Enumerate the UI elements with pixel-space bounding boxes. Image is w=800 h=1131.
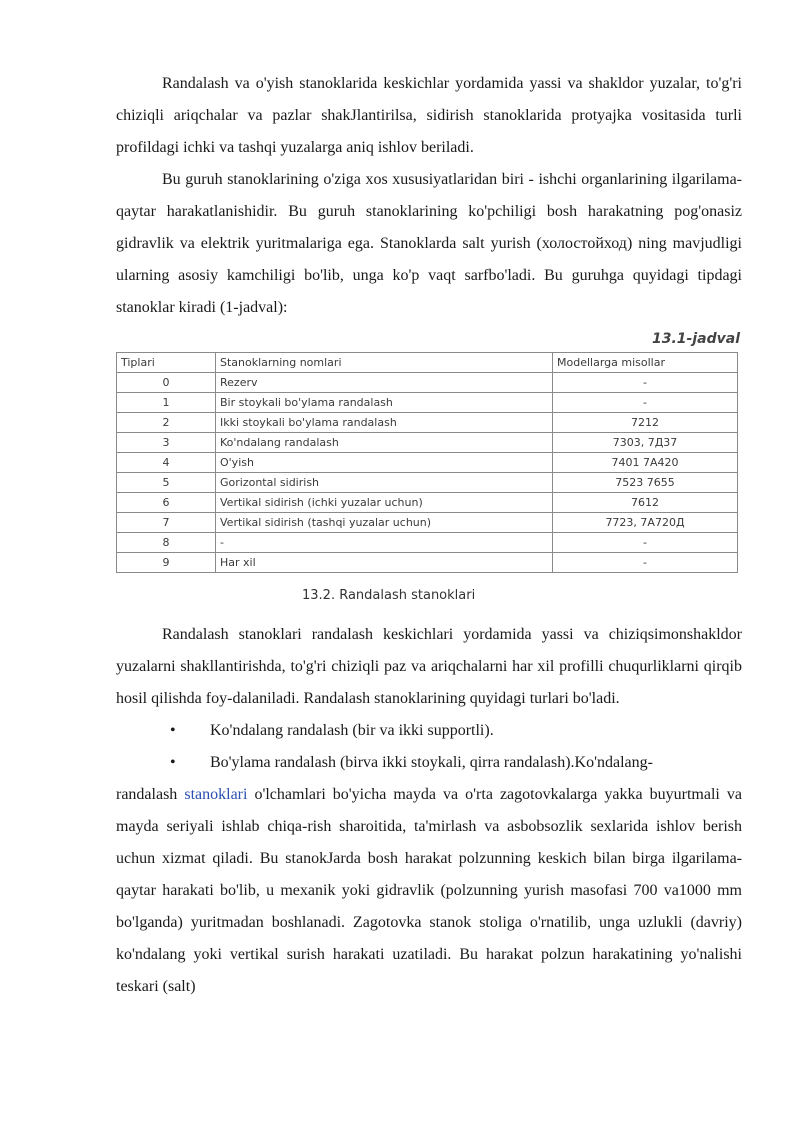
cell-models: - — [553, 373, 738, 393]
bullet-item-2 — [116, 747, 742, 779]
cell-type: 4 — [117, 453, 216, 473]
table-row — [117, 493, 738, 513]
bullet-text: Bo'ylama randalash (birva ikki stoykali, qirra randalash).Ko'ndalang- — [210, 754, 653, 771]
document-page — [116, 68, 742, 1003]
cell-type: 6 — [117, 493, 216, 513]
cell-name: Vertikal sidirish (tashqi yuzalar uchun) — [216, 513, 553, 533]
cell-name: Gorizontal sidirish — [216, 473, 553, 493]
table-row — [117, 393, 738, 413]
table-row — [117, 473, 738, 493]
cell-name: Ikki stoykali bo'ylama randalash — [216, 413, 553, 433]
cell-name: Rezerv — [216, 373, 553, 393]
paragraph-rest: o'lchamlari bo'yicha mayda va o'rta zagotovkalarga yakka buyurtmali va mayda seriyali ishlab chiqa-rish sharoitida, ta'mirlash va asbobsozlik sexlarida ishlov berish uchun xizmat qiladi. Bu stanokJarda bosh harakat polzunning keskich bilan birga ilgarilama-qaytar harakati bo'lib, u mexanik yoki gidravlik (polzunning yurish masofasi 700 va1000 mm bo'lganda) yuritmadan boshlanadi. Zagotovka stanok stoliga o'rnatilib, unga uzlukli (davriy) ko'ndalang yoki vertikal surish harakati uzatiladi. Bu harakat polzun harakatining yo'nalishi teskari (salt) — [116, 786, 742, 995]
bullet-text: Ko'ndalang randalash (bir va ikki supportli). — [210, 722, 494, 739]
header-models: Modellarga misollar — [553, 353, 738, 373]
table-row — [117, 553, 738, 573]
table-row — [117, 533, 738, 553]
cell-type: 5 — [117, 473, 216, 493]
paragraph-cross-planing — [116, 779, 742, 1003]
cell-name: O'yish — [216, 453, 553, 473]
table-header-row — [117, 353, 738, 373]
cell-models: 7303, 7Д37 — [553, 433, 738, 453]
cell-type: 7 — [117, 513, 216, 533]
table-caption: 13.1-jadval — [652, 331, 740, 347]
cell-type: 3 — [117, 433, 216, 453]
cell-name: Har xil — [216, 553, 553, 573]
cell-type: 1 — [117, 393, 216, 413]
figure-caption: 13.2. Randalash stanoklari — [302, 588, 476, 603]
cell-name: - — [216, 533, 553, 553]
cell-models: - — [553, 393, 738, 413]
table-row — [117, 413, 738, 433]
paragraph-features: Bu guruh stanoklarining o'ziga xos xususiyatlaridan biri - ishchi organlarining ilgarilama-qaytar harakatlanishidir. Bu guruh stanoklarining ko'pchiligi bosh harakatning pog'onasiz gidravlik va elektrik yuritmalariga ega. Stanoklarda salt yurish (холостойход) ning mavjudligi ularning asosiy kamchiligi bo'lib, unga ko'p vaqt sarfbo'ladi. Bu guruhga quyidagi tipdagi stanoklar kiradi (1-jadval): — [116, 171, 742, 316]
table-row — [117, 513, 738, 533]
table-row — [117, 373, 738, 393]
cell-type: 2 — [117, 413, 216, 433]
cell-type: 0 — [117, 373, 216, 393]
paragraph-intro: Randalash va o'yish stanoklarida keskichlar yordamida yassi va shakldor yuzalar, to'g'ri chiziqli ariqchalar va pazlar shakJlantirilsa, sidirish stanoklarida protyajka vositasida turli profildagi ichki va tashqi yuzalarga aniq ishlov beriladi. — [116, 75, 742, 156]
cell-models: 7401 7А420 — [553, 453, 738, 473]
cell-type: 8 — [117, 533, 216, 553]
paragraph-planing-machines: Randalash stanoklari randalash keskichlari yordamida yassi va chiziqsimonshakldor yuzalarni shakllantirishda, to'g'ri chiziqli paz va ariqchalarni har xil profilli chuqurliklarni qirqib hosil qilishda foy-dalaniladi. Randalash stanoklarining quyidagi turlari bo'ladi. — [116, 626, 742, 707]
cell-models: 7612 — [553, 493, 738, 513]
bullet-symbol: • — [170, 754, 176, 771]
cell-name: Bir stoykali bo'ylama randalash — [216, 393, 553, 413]
paragraph-lead: randalash — [116, 786, 185, 803]
header-type: Tiplari — [117, 353, 216, 373]
cell-type: 9 — [117, 553, 216, 573]
cell-models: - — [553, 533, 738, 553]
bullet-item-1 — [116, 715, 742, 747]
stanoklari-link[interactable]: stanoklari — [184, 786, 255, 803]
cell-models: 7212 — [553, 413, 738, 433]
bullet-symbol: • — [170, 722, 176, 739]
table-row — [117, 453, 738, 473]
cell-models: 7723, 7А720Д — [553, 513, 738, 533]
header-name: Stanoklarning nomlari — [216, 353, 553, 373]
cell-name: Vertikal sidirish (ichki yuzalar uchun) — [216, 493, 553, 513]
machine-types-table — [116, 352, 738, 573]
table-row — [117, 433, 738, 453]
cell-models: - — [553, 553, 738, 573]
cell-models: 7523 7655 — [553, 473, 738, 493]
cell-name: Ko'ndalang randalash — [216, 433, 553, 453]
